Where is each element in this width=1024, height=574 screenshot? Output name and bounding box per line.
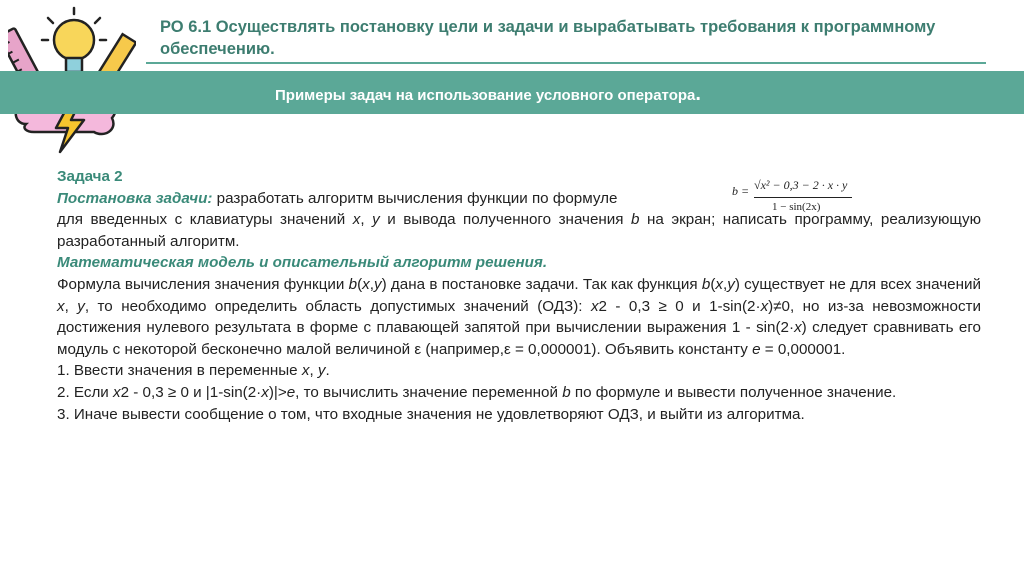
header-divider [146,62,986,64]
lightbulb-icon [42,8,106,72]
task-heading: Задача 2 [57,168,123,185]
p1-h: , [64,297,78,315]
p1-x: x [362,275,370,293]
p1-e-const: e [752,340,761,358]
p1-k: )≠0, но из-за невозможности достижения нулевого результата в форме с плавающей запятой при вычислении выражения 1 - sin(2· [57,297,981,337]
p1-b: b [348,275,358,293]
statement-a: для введенных с клавиатуры значений [57,211,353,229]
p1-b2: b [701,275,711,293]
step2-x2: x [261,383,269,401]
statement-y: y [372,211,380,229]
step1-c: . [325,362,330,380]
step2-f: по формуле и вывести полученное значение. [570,383,897,401]
section-title-text: Примеры задач на использование условного оператора [275,87,696,104]
step1-x: x [301,362,310,380]
formula-denominator: 1 − sin(2x) [772,201,821,213]
statement-label: Постановка задачи: [57,189,213,207]
p1-a: Формула вычисления значения функции [57,275,349,293]
p1-j: 2 - 0,3 ≥ 0 и 1-sin(2· [598,297,761,315]
p1-l: ) следует сравнивать его модуль с некоторой бесконечно малой величиной ε (например,ε = 0,000001). Объявить константу [57,319,981,358]
step2-c: )|> [268,383,287,401]
p1-x5: x [760,297,769,315]
step2-e: e [286,383,296,401]
p1-y2: y [727,275,735,293]
page-title: РО 6.1 Осуществлять постановку цели и задачи и вырабатывать требования к программному обеспечению. [160,18,936,58]
p1-g: ) существует не для всех значений [734,275,981,293]
section-title-dot: . [695,83,701,105]
statement-end: на экран; написать программу, реализующую разработанный алгоритм. [57,211,981,250]
step2-b: 2 - 0,3 ≥ 0 и |1-sin(2· [120,383,262,401]
p1-comma: , [369,275,374,293]
step1-b: , [309,362,318,380]
formula-lhs: b = [732,184,750,198]
statement-x: x [352,211,361,229]
formula-numerator: √x² − 0,3 − 2 · x · y [754,178,848,192]
p1-paren: ( [357,275,363,293]
p1-y: y [374,275,382,293]
task-statement [57,188,981,253]
statement-b-pre: и вывода полученного значения [379,211,632,229]
step2-d: , то вычислить значение переменной [295,383,563,401]
p1-m: = 0,000001. [760,340,846,358]
section-band [0,71,1024,114]
step2-x: x [113,383,121,401]
statement-sep: , [360,211,373,229]
step-2 [57,382,981,404]
p1-i: , то необходимо определить область допустимых значений (ОДЗ): [84,297,591,315]
section-title [275,83,701,106]
p1-d: ) дана в постановке задачи. Так как функция [381,275,702,293]
statement-line1: разработать алгоритм вычисления функции по формуле [212,189,618,207]
p1-x3: x [57,297,65,315]
step2-a: 2. Если [57,383,114,401]
statement-b: b [631,211,640,229]
model-paragraph [57,274,981,360]
model-heading: Математическая модель и описательный алгоритм решения. [57,254,548,272]
p1-y3: y [77,297,85,315]
task-content [57,166,981,425]
step1-a: 1. Ввести значения в переменные [57,362,302,380]
step-3: 3. Иначе вывести сообщение о том, что входные значения не удовлетворяют ОДЗ, и выйти из алгоритма. [57,405,805,423]
p1-comma2: , [722,275,728,293]
p1-paren2: ( [710,275,716,293]
p1-x2: x [715,275,723,293]
p1-x4: x [590,297,599,315]
step1-y: y [317,362,326,380]
step-1 [57,360,981,382]
step2-bvar: b [562,383,571,401]
p1-x6: x [794,319,802,337]
